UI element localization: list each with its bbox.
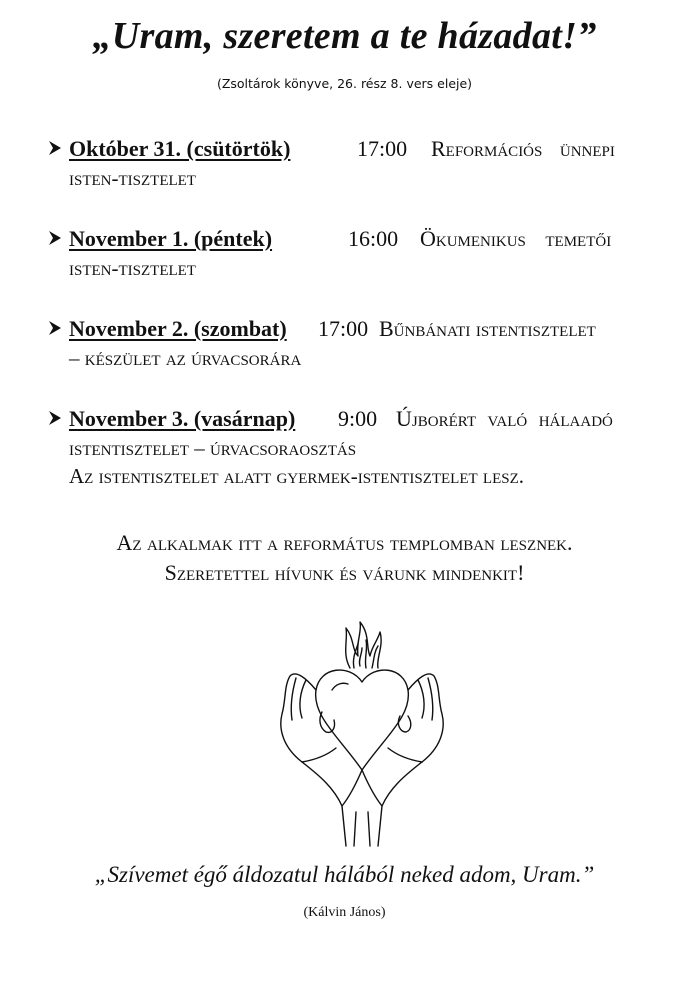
closing-quote: „Szívemet égő áldozatul hálából neked adom, Uram.”: [94, 862, 595, 887]
event-description-cont: isten-tisztelet: [69, 256, 196, 280]
event-time: 9:00: [338, 406, 378, 431]
invitation-note: Szeretettel hívunk és várunk mindenkit!: [164, 560, 525, 585]
event-date: November 2. (szombat): [69, 316, 287, 341]
event-description: Ökumenikus temetői: [420, 226, 612, 251]
arrow-bullet-icon: [48, 410, 62, 426]
quote-author: (Kálvin János): [303, 905, 386, 920]
event-date: Október 31. (csütörtök): [69, 136, 291, 161]
event-description: Bűnbánati istentisztelet: [379, 316, 596, 341]
bible-reference: (Zsoltárok könyve, 26. rész 8. vers eleje): [216, 76, 473, 91]
event-time: 17:00: [318, 316, 369, 341]
event-note: Az istentisztelet alatt gyermek-istentisztelet lesz.: [69, 464, 524, 488]
event-item: [48, 316, 660, 372]
event-description-cont: – készület az úrvacsorára: [69, 346, 302, 370]
arrow-bullet-icon: [48, 320, 62, 336]
event-date: November 1. (péntek): [69, 226, 273, 251]
arrow-bullet-icon: [48, 230, 62, 246]
event-date: November 3. (vasárnap): [69, 406, 296, 431]
event-description-cont: istentisztelet – úrvacsoraosztás: [69, 436, 357, 460]
hands-holding-burning-heart-icon: [262, 620, 462, 850]
event-time: 16:00: [348, 226, 399, 251]
event-description: Újborért való hálaadó: [396, 406, 613, 431]
event-item: [48, 136, 660, 192]
event-item: [48, 406, 660, 490]
page-title: „Uram, szeretem a te házadat!”: [92, 15, 597, 57]
event-time: 17:00: [357, 136, 408, 161]
event-item: [48, 226, 660, 282]
arrow-bullet-icon: [48, 140, 62, 156]
event-description: Reformációs ünnepi: [431, 136, 615, 161]
event-description-cont: isten-tisztelet: [69, 166, 196, 190]
location-note: Az alkalmak itt a református templomban lesznek.: [116, 530, 573, 555]
